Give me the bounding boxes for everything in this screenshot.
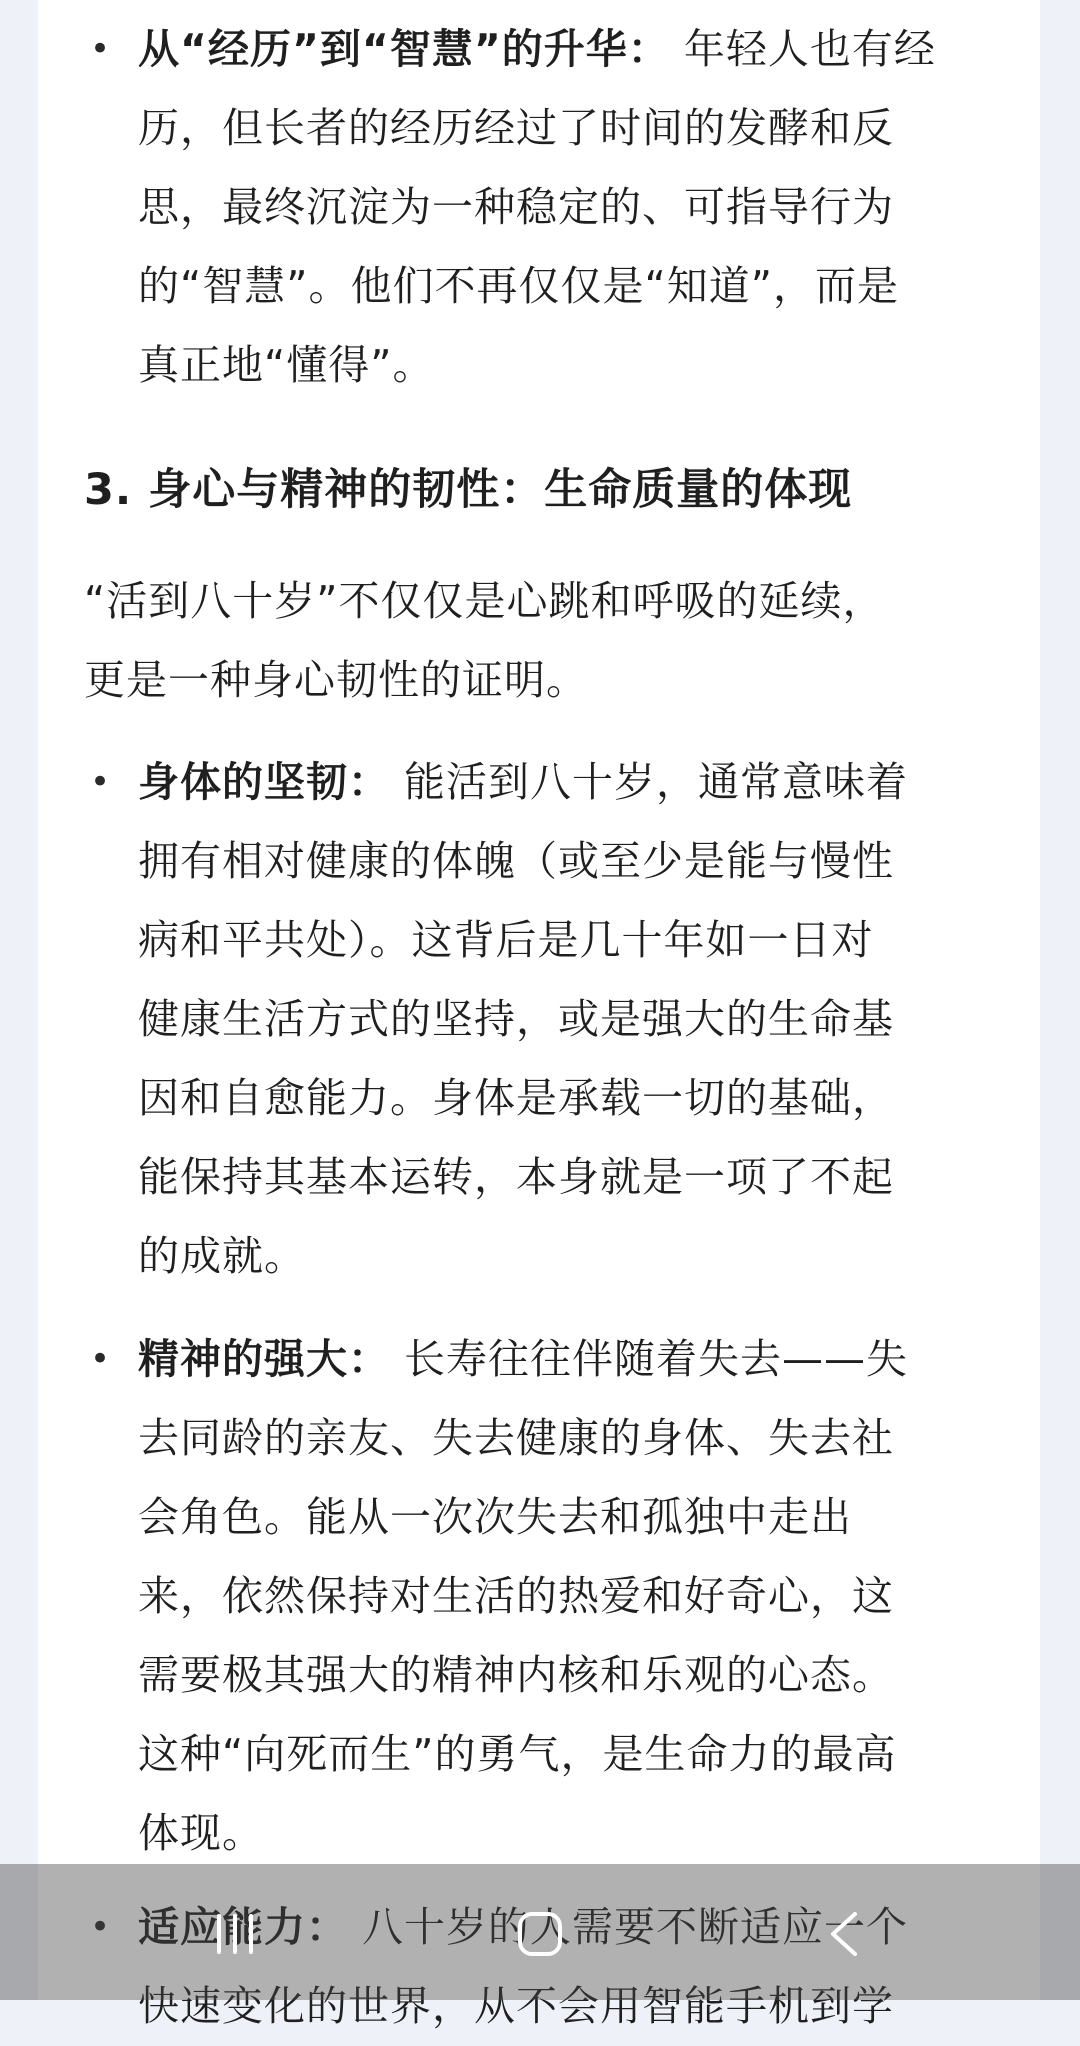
bullet-body [84, 743, 1080, 1296]
bullet-text: 长寿往往伴随着失去——失 去同龄的亲友、失去健康的身体、失去社 会角色。能从一次次失去和孤独中走出 来，依然保持对生活的热爱和好奇心，这 需要极其强大的精神内核和乐观的心态。 这种“向死而生”的勇气，是生命力的最高 体现。 [138, 1335, 909, 1857]
bullet-text: 八十岁的人需要不断适应一个 快速变化的世界，从不会用智能手机到学 [138, 1903, 909, 2030]
bullet-text: 年轻人也有经 历，但长者的经历经过了时间的发酵和反 思，最终沉淀为一种稳定的、可指导行为 的“智慧”。他们不再仅仅是“知道”，而是 真正地“懂得”。 [138, 25, 936, 389]
menu-button[interactable] [205, 1904, 265, 1964]
bullet-text: 能活到八十岁，通常意味着 拥有相对健康的体魄（或至少是能与慢性 病和平共处）。这背后是几十年如一日对 健康生活方式的坚持，或是强大的生命基 因和自愈能力。身体是承载一切的基础， 能保持其基本运转，本身就是一项了不起 的成就。 [138, 758, 909, 1280]
bullet-spirit [84, 1320, 1080, 1873]
home-icon [510, 1904, 570, 1964]
section-heading: 3. 身心与精神的韧性：生命质量的体现 [84, 465, 853, 515]
navigation-bar [0, 1864, 1080, 2000]
bullet-title: 身体的坚韧： [138, 758, 390, 806]
bullet-title: 精神的强大： [138, 1335, 390, 1383]
home-button[interactable] [510, 1904, 570, 1964]
article-page [38, 0, 1040, 2030]
bullet-dot: • [90, 1339, 112, 1379]
section-intro: “活到八十岁”不仅仅是心跳和呼吸的延续， 更是一种身心韧性的证明。 [84, 577, 885, 704]
back-icon [815, 1904, 875, 1964]
bullet-dot: • [90, 762, 112, 802]
bullet-title: 适应能力： [138, 1903, 348, 1951]
bullet-title: 从“经历”到“智慧”的升华： [138, 25, 670, 73]
back-button[interactable] [815, 1904, 875, 1964]
bullet-dot: • [90, 29, 112, 69]
bullet-dot: • [90, 1907, 112, 1947]
bullet-wisdom [84, 10, 1080, 405]
menu-icon [205, 1904, 265, 1964]
